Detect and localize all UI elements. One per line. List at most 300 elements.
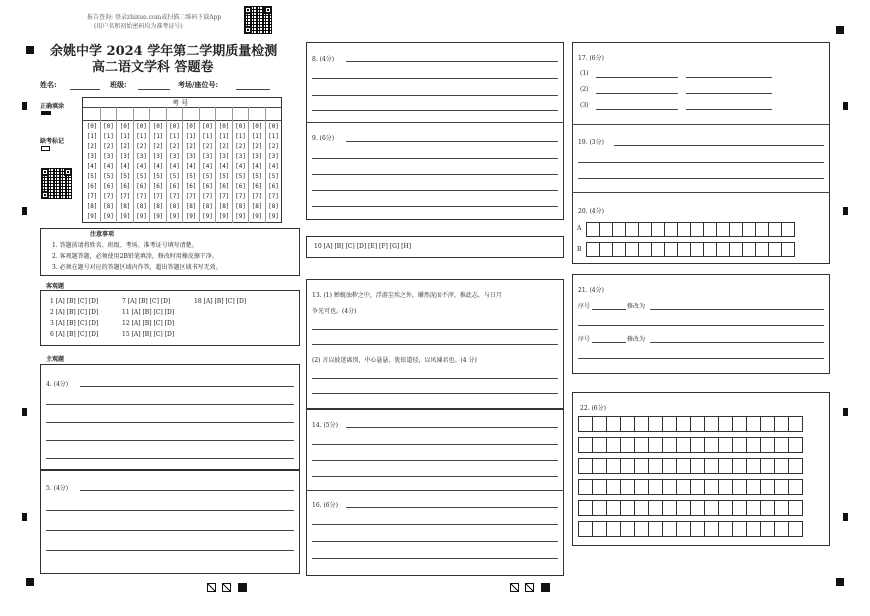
digit-bubble[interactable]: [4] bbox=[202, 163, 213, 170]
writing-cell[interactable] bbox=[635, 459, 649, 474]
writing-cell[interactable] bbox=[743, 223, 756, 237]
exam-digit-column[interactable] bbox=[150, 122, 166, 222]
digit-bubble[interactable]: [9] bbox=[185, 213, 197, 220]
digit-bubble[interactable]: [8] bbox=[218, 203, 230, 210]
answer-line[interactable] bbox=[686, 93, 772, 94]
writing-cell[interactable] bbox=[705, 459, 719, 474]
digit-bubble[interactable]: [2] bbox=[202, 143, 213, 150]
writing-cell[interactable] bbox=[621, 459, 635, 474]
writing-cell[interactable] bbox=[733, 417, 747, 432]
writing-cell[interactable] bbox=[635, 522, 649, 537]
digit-bubble[interactable]: [0] bbox=[251, 123, 263, 130]
digit-bubble[interactable]: [9] bbox=[136, 213, 147, 220]
digit-bubble[interactable]: [0] bbox=[218, 123, 230, 130]
exam-digit-column[interactable] bbox=[84, 122, 100, 222]
writing-cell[interactable] bbox=[691, 438, 705, 453]
writing-cell[interactable] bbox=[761, 438, 775, 453]
writing-cell[interactable] bbox=[704, 223, 717, 237]
answer-line[interactable] bbox=[312, 460, 558, 461]
writing-cell[interactable] bbox=[678, 223, 691, 237]
digit-bubble[interactable]: [4] bbox=[152, 163, 164, 170]
class-field[interactable] bbox=[138, 89, 170, 90]
digit-bubble[interactable]: [6] bbox=[103, 183, 114, 190]
digit-bubble[interactable]: [6] bbox=[202, 183, 213, 190]
writing-cell[interactable] bbox=[705, 501, 719, 516]
digit-bubble[interactable]: [3] bbox=[169, 153, 180, 160]
writing-cell[interactable] bbox=[665, 223, 678, 237]
answer-line[interactable] bbox=[312, 444, 558, 445]
digit-bubble[interactable]: [5] bbox=[251, 173, 263, 180]
answer-line[interactable] bbox=[578, 358, 824, 359]
writing-cell[interactable] bbox=[600, 243, 613, 257]
writing-cell[interactable] bbox=[677, 522, 691, 537]
digit-bubble[interactable]: [3] bbox=[218, 153, 230, 160]
writing-cell[interactable] bbox=[639, 243, 652, 257]
writing-cell[interactable] bbox=[789, 438, 803, 453]
writing-cell[interactable] bbox=[761, 417, 775, 432]
digit-bubble[interactable]: [6] bbox=[169, 183, 180, 190]
digit-bubble[interactable]: [1] bbox=[169, 133, 180, 140]
digit-bubble[interactable]: [7] bbox=[119, 193, 131, 200]
answer-line[interactable] bbox=[312, 378, 558, 379]
digit-bubble[interactable]: [1] bbox=[268, 133, 279, 140]
digit-bubble[interactable]: [4] bbox=[268, 163, 279, 170]
digit-bubble[interactable]: [7] bbox=[136, 193, 147, 200]
writing-cell[interactable] bbox=[593, 522, 607, 537]
digit-bubble[interactable]: [4] bbox=[185, 163, 197, 170]
digit-bubble[interactable]: [2] bbox=[185, 143, 197, 150]
writing-cell[interactable] bbox=[607, 417, 621, 432]
objective-answer-row[interactable]: 6 [A] [B] [C] [D] bbox=[50, 331, 99, 338]
writing-cell[interactable] bbox=[621, 522, 635, 537]
writing-cell[interactable] bbox=[775, 417, 789, 432]
writing-cell[interactable] bbox=[717, 243, 730, 257]
digit-bubble[interactable]: [3] bbox=[103, 153, 114, 160]
writing-cell[interactable] bbox=[705, 438, 719, 453]
digit-bubble[interactable]: [8] bbox=[119, 203, 131, 210]
exam-digit-column[interactable] bbox=[117, 122, 133, 222]
q20-grid-a[interactable] bbox=[586, 222, 795, 237]
writing-cell[interactable] bbox=[719, 459, 733, 474]
answer-line[interactable] bbox=[312, 190, 558, 191]
digit-bubble[interactable]: [5] bbox=[218, 173, 230, 180]
digit-bubble[interactable]: [0] bbox=[152, 123, 164, 130]
writing-cell[interactable] bbox=[626, 243, 639, 257]
digit-bubble[interactable]: [8] bbox=[268, 203, 279, 210]
digit-bubble[interactable]: [7] bbox=[268, 193, 279, 200]
digit-bubble[interactable]: [8] bbox=[136, 203, 147, 210]
objective-answer-row[interactable]: 18 [A] [B] [C] [D] bbox=[194, 298, 247, 305]
writing-cell[interactable] bbox=[593, 438, 607, 453]
writing-cell[interactable] bbox=[649, 522, 663, 537]
writing-cell[interactable] bbox=[691, 417, 705, 432]
digit-bubble[interactable]: [4] bbox=[136, 163, 147, 170]
writing-cell[interactable] bbox=[789, 501, 803, 516]
composition-grid-row[interactable] bbox=[578, 416, 803, 432]
exam-digit-column[interactable] bbox=[233, 122, 249, 222]
writing-cell[interactable] bbox=[626, 223, 639, 237]
digit-bubble[interactable]: [7] bbox=[185, 193, 197, 200]
name-field[interactable] bbox=[70, 89, 100, 90]
digit-bubble[interactable]: [8] bbox=[103, 203, 114, 210]
writing-cell[interactable] bbox=[621, 501, 635, 516]
digit-bubble[interactable]: [2] bbox=[103, 143, 114, 150]
answer-line[interactable] bbox=[312, 558, 558, 559]
answer-line[interactable] bbox=[312, 393, 558, 394]
answer-line[interactable] bbox=[46, 510, 294, 511]
writing-cell[interactable] bbox=[607, 459, 621, 474]
writing-cell[interactable] bbox=[621, 480, 635, 495]
digit-bubble[interactable]: [8] bbox=[202, 203, 213, 210]
digit-bubble[interactable]: [7] bbox=[251, 193, 263, 200]
writing-cell[interactable] bbox=[579, 438, 593, 453]
answer-line[interactable] bbox=[346, 61, 558, 62]
writing-cell[interactable] bbox=[747, 501, 761, 516]
writing-cell[interactable] bbox=[677, 417, 691, 432]
digit-bubble[interactable]: [3] bbox=[185, 153, 197, 160]
answer-line[interactable] bbox=[312, 158, 558, 159]
writing-cell[interactable] bbox=[593, 480, 607, 495]
answer-line[interactable] bbox=[312, 95, 558, 96]
q10-options[interactable]: 10 [A] [B] [C] [D] [E] [F] [G] [H] bbox=[314, 243, 412, 250]
objective-answer-row[interactable]: 2 [A] [B] [C] [D] bbox=[50, 309, 99, 316]
digit-bubble[interactable]: [6] bbox=[235, 183, 246, 190]
writing-cell[interactable] bbox=[635, 417, 649, 432]
digit-bubble[interactable]: [0] bbox=[136, 123, 147, 130]
answer-line[interactable] bbox=[46, 550, 294, 551]
writing-cell[interactable] bbox=[761, 522, 775, 537]
digit-bubble[interactable]: [7] bbox=[235, 193, 246, 200]
digit-bubble[interactable]: [0] bbox=[119, 123, 131, 130]
writing-cell[interactable] bbox=[663, 459, 677, 474]
digit-bubble[interactable]: [6] bbox=[251, 183, 263, 190]
writing-cell[interactable] bbox=[579, 522, 593, 537]
answer-line[interactable] bbox=[578, 325, 824, 326]
digit-bubble[interactable]: [3] bbox=[235, 153, 246, 160]
writing-cell[interactable] bbox=[663, 417, 677, 432]
answer-line[interactable] bbox=[312, 476, 558, 477]
writing-cell[interactable] bbox=[782, 243, 795, 257]
writing-cell[interactable] bbox=[635, 501, 649, 516]
answer-line[interactable] bbox=[596, 93, 678, 94]
digit-bubble[interactable]: [7] bbox=[218, 193, 230, 200]
answer-line[interactable] bbox=[686, 109, 772, 110]
digit-bubble[interactable]: [0] bbox=[235, 123, 246, 130]
writing-cell[interactable] bbox=[649, 417, 663, 432]
writing-cell[interactable] bbox=[621, 417, 635, 432]
writing-cell[interactable] bbox=[756, 223, 769, 237]
writing-cell[interactable] bbox=[691, 223, 704, 237]
answer-line[interactable] bbox=[346, 141, 558, 142]
digit-bubble[interactable]: [6] bbox=[152, 183, 164, 190]
exam-digit-column[interactable] bbox=[249, 122, 265, 222]
digit-bubble[interactable]: [1] bbox=[218, 133, 230, 140]
writing-cell[interactable] bbox=[705, 417, 719, 432]
writing-cell[interactable] bbox=[761, 459, 775, 474]
answer-line[interactable] bbox=[312, 524, 558, 525]
digit-bubble[interactable]: [2] bbox=[218, 143, 230, 150]
writing-cell[interactable] bbox=[789, 480, 803, 495]
composition-grid-row[interactable] bbox=[578, 437, 803, 453]
writing-cell[interactable] bbox=[747, 438, 761, 453]
writing-cell[interactable] bbox=[677, 459, 691, 474]
writing-cell[interactable] bbox=[607, 438, 621, 453]
writing-cell[interactable] bbox=[730, 243, 743, 257]
writing-cell[interactable] bbox=[613, 223, 626, 237]
answer-line[interactable] bbox=[686, 77, 772, 78]
writing-cell[interactable] bbox=[782, 223, 795, 237]
writing-cell[interactable] bbox=[747, 459, 761, 474]
writing-cell[interactable] bbox=[775, 522, 789, 537]
writing-cell[interactable] bbox=[677, 501, 691, 516]
writing-cell[interactable] bbox=[775, 438, 789, 453]
writing-cell[interactable] bbox=[733, 522, 747, 537]
digit-bubble[interactable]: [3] bbox=[152, 153, 164, 160]
writing-cell[interactable] bbox=[639, 223, 652, 237]
answer-line[interactable] bbox=[46, 422, 294, 423]
objective-answer-row[interactable]: 11 [A] [B] [C] [D] bbox=[122, 309, 175, 316]
writing-cell[interactable] bbox=[607, 522, 621, 537]
digit-bubble[interactable]: [9] bbox=[152, 213, 164, 220]
answer-line[interactable] bbox=[596, 109, 678, 110]
composition-grid-row[interactable] bbox=[578, 500, 803, 516]
digit-bubble[interactable]: [9] bbox=[218, 213, 230, 220]
digit-bubble[interactable]: [1] bbox=[119, 133, 131, 140]
composition-grid-row[interactable] bbox=[578, 458, 803, 474]
objective-answer-row[interactable]: 3 [A] [B] [C] [D] bbox=[50, 320, 99, 327]
writing-cell[interactable] bbox=[649, 459, 663, 474]
writing-cell[interactable] bbox=[789, 417, 803, 432]
digit-bubble[interactable]: [8] bbox=[169, 203, 180, 210]
writing-cell[interactable] bbox=[719, 501, 733, 516]
digit-bubble[interactable]: [5] bbox=[235, 173, 246, 180]
answer-line[interactable] bbox=[46, 530, 294, 531]
digit-bubble[interactable]: [0] bbox=[86, 123, 98, 130]
writing-cell[interactable] bbox=[747, 417, 761, 432]
digit-bubble[interactable]: [3] bbox=[268, 153, 279, 160]
digit-bubble[interactable]: [5] bbox=[86, 173, 98, 180]
composition-grid-row[interactable] bbox=[578, 479, 803, 495]
writing-cell[interactable] bbox=[579, 417, 593, 432]
answer-line[interactable] bbox=[592, 342, 626, 343]
writing-cell[interactable] bbox=[733, 480, 747, 495]
writing-cell[interactable] bbox=[775, 459, 789, 474]
writing-cell[interactable] bbox=[663, 501, 677, 516]
writing-cell[interactable] bbox=[747, 522, 761, 537]
digit-bubble[interactable]: [5] bbox=[202, 173, 213, 180]
digit-bubble[interactable]: [6] bbox=[218, 183, 230, 190]
digit-bubble[interactable]: [5] bbox=[268, 173, 279, 180]
digit-bubble[interactable]: [9] bbox=[86, 213, 98, 220]
writing-cell[interactable] bbox=[652, 243, 665, 257]
digit-bubble[interactable]: [2] bbox=[251, 143, 263, 150]
writing-cell[interactable] bbox=[789, 459, 803, 474]
exam-digit-column[interactable] bbox=[134, 122, 150, 222]
writing-cell[interactable] bbox=[593, 417, 607, 432]
writing-cell[interactable] bbox=[593, 501, 607, 516]
digit-bubble[interactable]: [3] bbox=[202, 153, 213, 160]
digit-bubble[interactable]: [8] bbox=[86, 203, 98, 210]
writing-cell[interactable] bbox=[775, 480, 789, 495]
answer-line[interactable] bbox=[312, 344, 558, 345]
digit-bubble[interactable]: [0] bbox=[202, 123, 213, 130]
answer-line[interactable] bbox=[312, 78, 558, 79]
writing-cell[interactable] bbox=[663, 480, 677, 495]
absent-checkbox[interactable] bbox=[41, 146, 50, 151]
writing-cell[interactable] bbox=[733, 438, 747, 453]
writing-cell[interactable] bbox=[600, 223, 613, 237]
answer-line[interactable] bbox=[614, 145, 824, 146]
digit-bubble[interactable]: [1] bbox=[86, 133, 98, 140]
q20-grid-b[interactable] bbox=[586, 242, 795, 257]
writing-cell[interactable] bbox=[621, 438, 635, 453]
digit-bubble[interactable]: [6] bbox=[268, 183, 279, 190]
writing-cell[interactable] bbox=[691, 459, 705, 474]
writing-cell[interactable] bbox=[587, 223, 600, 237]
exam-digit-column[interactable] bbox=[101, 122, 117, 222]
digit-bubble[interactable]: [5] bbox=[152, 173, 164, 180]
digit-bubble[interactable]: [6] bbox=[136, 183, 147, 190]
digit-bubble[interactable]: [0] bbox=[268, 123, 279, 130]
writing-cell[interactable] bbox=[743, 243, 756, 257]
digit-bubble[interactable]: [1] bbox=[235, 133, 246, 140]
digit-bubble[interactable]: [2] bbox=[86, 143, 98, 150]
writing-cell[interactable] bbox=[717, 223, 730, 237]
writing-cell[interactable] bbox=[579, 501, 593, 516]
exam-digit-column[interactable] bbox=[167, 122, 183, 222]
answer-line[interactable] bbox=[46, 458, 294, 459]
answer-line[interactable] bbox=[312, 174, 558, 175]
writing-cell[interactable] bbox=[761, 501, 775, 516]
writing-cell[interactable] bbox=[663, 522, 677, 537]
digit-bubble[interactable]: [6] bbox=[185, 183, 197, 190]
writing-cell[interactable] bbox=[649, 438, 663, 453]
writing-cell[interactable] bbox=[719, 480, 733, 495]
writing-cell[interactable] bbox=[635, 438, 649, 453]
writing-cell[interactable] bbox=[733, 459, 747, 474]
writing-cell[interactable] bbox=[691, 243, 704, 257]
digit-bubble[interactable]: [2] bbox=[268, 143, 279, 150]
writing-cell[interactable] bbox=[761, 480, 775, 495]
exam-digit-column[interactable] bbox=[200, 122, 216, 222]
objective-answer-row[interactable]: 15 [A] [B] [C] [D] bbox=[122, 331, 175, 338]
writing-cell[interactable] bbox=[733, 501, 747, 516]
writing-cell[interactable] bbox=[677, 438, 691, 453]
answer-line[interactable] bbox=[578, 178, 824, 179]
answer-line[interactable] bbox=[46, 440, 294, 441]
answer-line[interactable] bbox=[312, 206, 558, 207]
digit-bubble[interactable]: [5] bbox=[136, 173, 147, 180]
exam-digit-column[interactable] bbox=[183, 122, 199, 222]
digit-bubble[interactable]: [2] bbox=[235, 143, 246, 150]
digit-bubble[interactable]: [8] bbox=[235, 203, 246, 210]
answer-line[interactable] bbox=[578, 162, 824, 163]
writing-cell[interactable] bbox=[775, 501, 789, 516]
digit-bubble[interactable]: [3] bbox=[136, 153, 147, 160]
digit-bubble[interactable]: [3] bbox=[251, 153, 263, 160]
digit-bubble[interactable]: [9] bbox=[235, 213, 246, 220]
answer-line[interactable] bbox=[592, 309, 626, 310]
digit-bubble[interactable]: [9] bbox=[268, 213, 279, 220]
digit-bubble[interactable]: [5] bbox=[169, 173, 180, 180]
answer-line[interactable] bbox=[80, 386, 294, 387]
writing-cell[interactable] bbox=[579, 459, 593, 474]
writing-cell[interactable] bbox=[678, 243, 691, 257]
writing-cell[interactable] bbox=[730, 223, 743, 237]
writing-cell[interactable] bbox=[665, 243, 678, 257]
writing-cell[interactable] bbox=[719, 438, 733, 453]
writing-cell[interactable] bbox=[613, 243, 626, 257]
writing-cell[interactable] bbox=[691, 522, 705, 537]
writing-cell[interactable] bbox=[635, 480, 649, 495]
digit-bubble[interactable]: [7] bbox=[169, 193, 180, 200]
digit-bubble[interactable]: [4] bbox=[251, 163, 263, 170]
digit-bubble[interactable]: [4] bbox=[103, 163, 114, 170]
objective-answer-row[interactable]: 7 [A] [B] [C] [D] bbox=[122, 298, 171, 305]
digit-bubble[interactable]: [1] bbox=[103, 133, 114, 140]
digit-bubble[interactable]: [1] bbox=[202, 133, 213, 140]
digit-bubble[interactable]: [2] bbox=[136, 143, 147, 150]
digit-bubble[interactable]: [4] bbox=[86, 163, 98, 170]
digit-bubble[interactable]: [0] bbox=[103, 123, 114, 130]
writing-cell[interactable] bbox=[756, 243, 769, 257]
digit-bubble[interactable]: [5] bbox=[103, 173, 114, 180]
digit-bubble[interactable]: [4] bbox=[119, 163, 131, 170]
answer-line[interactable] bbox=[312, 541, 558, 542]
answer-line[interactable] bbox=[312, 329, 558, 330]
writing-cell[interactable] bbox=[649, 480, 663, 495]
writing-cell[interactable] bbox=[677, 480, 691, 495]
room-field[interactable] bbox=[236, 89, 270, 90]
digit-bubble[interactable]: [9] bbox=[103, 213, 114, 220]
digit-bubble[interactable]: [6] bbox=[86, 183, 98, 190]
writing-cell[interactable] bbox=[705, 480, 719, 495]
answer-line[interactable] bbox=[346, 507, 558, 508]
digit-bubble[interactable]: [7] bbox=[202, 193, 213, 200]
writing-cell[interactable] bbox=[579, 480, 593, 495]
writing-cell[interactable] bbox=[747, 480, 761, 495]
answer-line[interactable] bbox=[596, 77, 678, 78]
writing-cell[interactable] bbox=[719, 417, 733, 432]
digit-bubble[interactable]: [9] bbox=[202, 213, 213, 220]
digit-bubble[interactable]: [8] bbox=[185, 203, 197, 210]
digit-bubble[interactable]: [3] bbox=[86, 153, 98, 160]
writing-cell[interactable] bbox=[691, 501, 705, 516]
digit-bubble[interactable]: [4] bbox=[235, 163, 246, 170]
writing-cell[interactable] bbox=[789, 522, 803, 537]
answer-line[interactable] bbox=[650, 309, 824, 310]
digit-bubble[interactable]: [6] bbox=[119, 183, 131, 190]
writing-cell[interactable] bbox=[652, 223, 665, 237]
exam-digit-column[interactable] bbox=[266, 122, 282, 222]
digit-bubble[interactable]: [4] bbox=[169, 163, 180, 170]
digit-bubble[interactable]: [9] bbox=[119, 213, 131, 220]
digit-bubble[interactable]: [3] bbox=[119, 153, 131, 160]
digit-bubble[interactable]: [8] bbox=[251, 203, 263, 210]
writing-cell[interactable] bbox=[705, 522, 719, 537]
digit-bubble[interactable]: [1] bbox=[185, 133, 197, 140]
digit-bubble[interactable]: [7] bbox=[103, 193, 114, 200]
answer-line[interactable] bbox=[650, 342, 824, 343]
digit-bubble[interactable]: [9] bbox=[251, 213, 263, 220]
digit-bubble[interactable]: [5] bbox=[119, 173, 131, 180]
digit-bubble[interactable]: [8] bbox=[152, 203, 164, 210]
digit-bubble[interactable]: [1] bbox=[136, 133, 147, 140]
writing-cell[interactable] bbox=[607, 501, 621, 516]
writing-cell[interactable] bbox=[607, 480, 621, 495]
objective-answer-row[interactable]: 1 [A] [B] [C] [D] bbox=[50, 298, 99, 305]
digit-bubble[interactable]: [2] bbox=[119, 143, 131, 150]
